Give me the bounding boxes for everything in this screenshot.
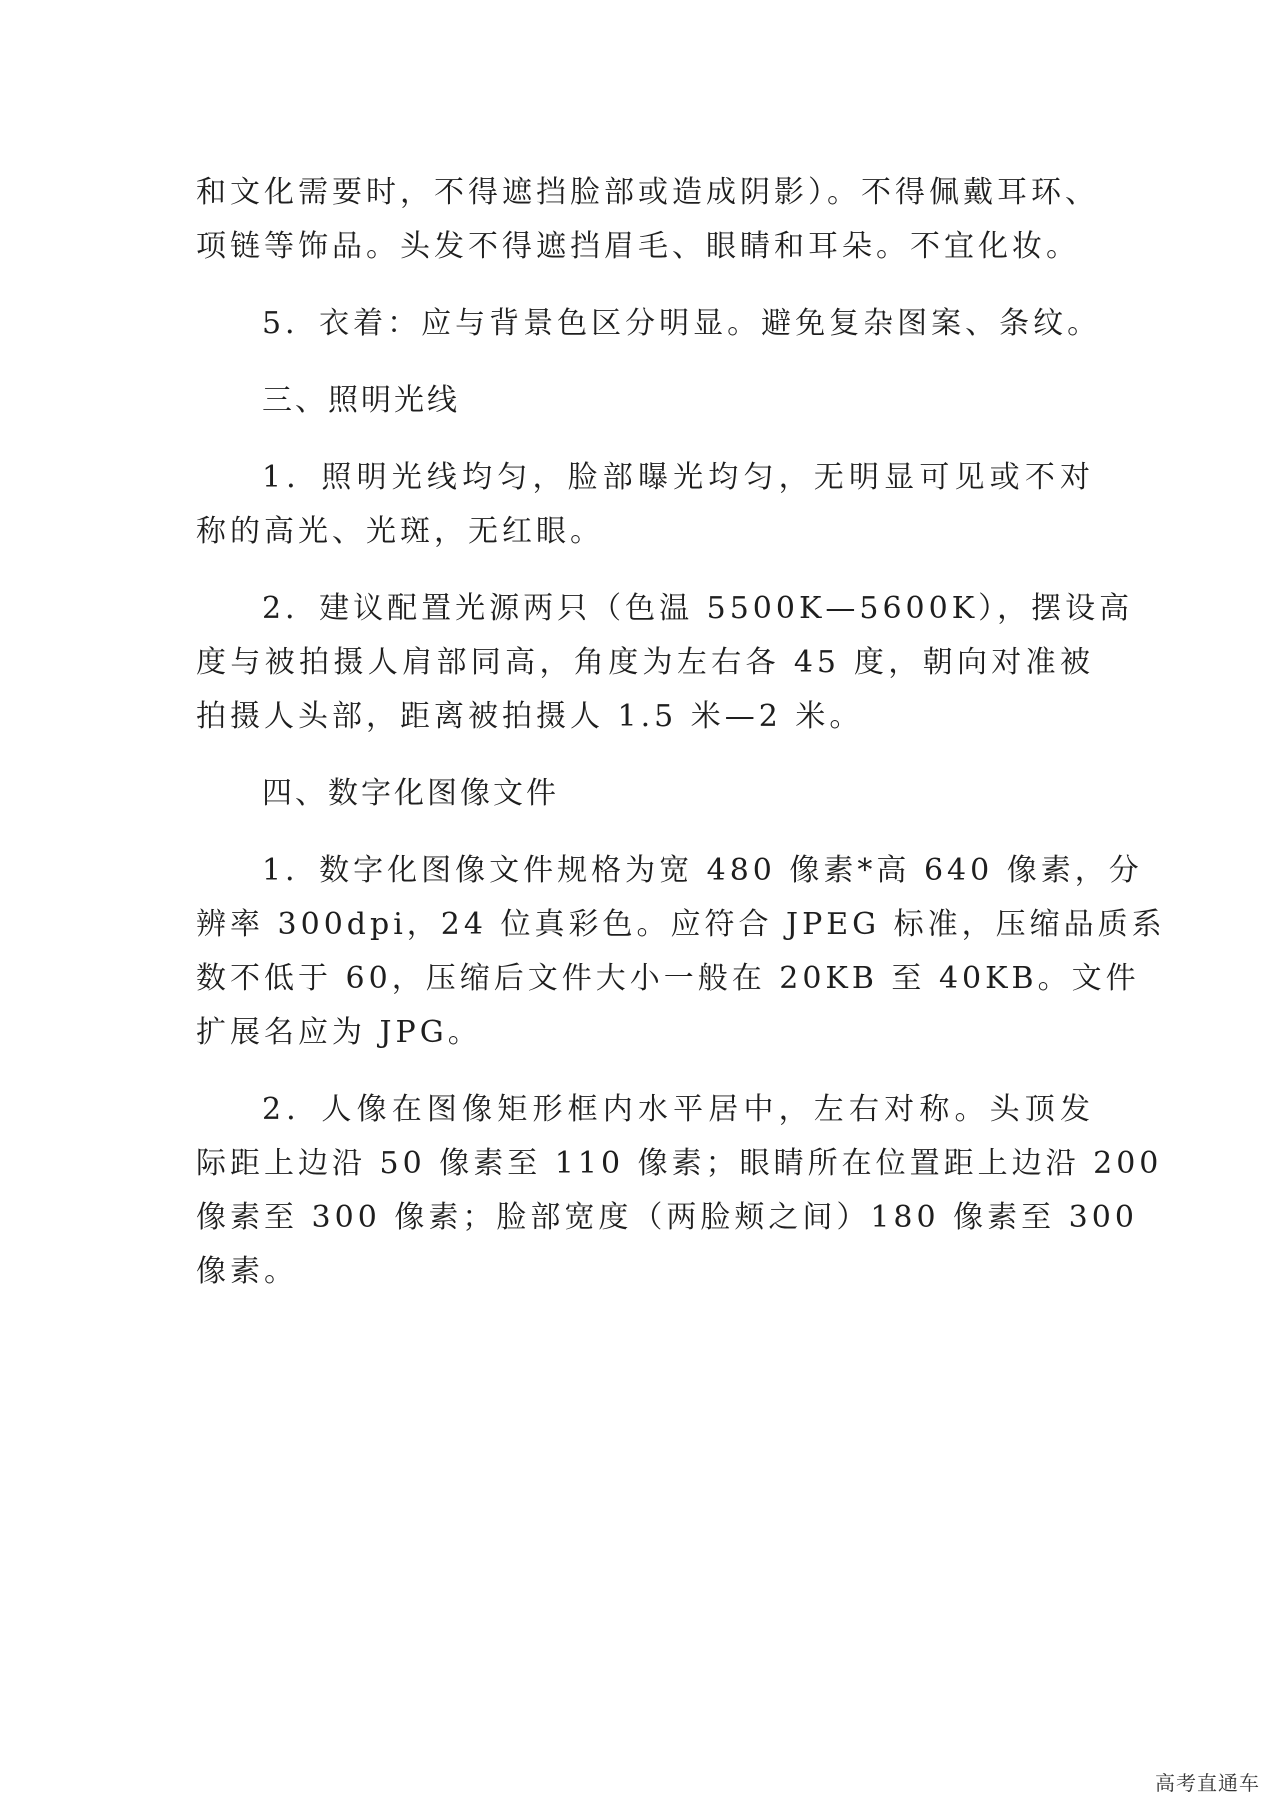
paragraph-lighting-uniform — [196, 451, 1094, 559]
paragraph-image-spec — [196, 844, 1166, 1060]
text-line: 度与被拍摄人肩部同高，角度为左右各 45 度，朝向对准被 — [196, 645, 1094, 680]
paragraph-accessories — [196, 166, 1099, 274]
text-line: 数不低于 60，压缩后文件大小一般在 20KB 至 40KB。文件 — [196, 961, 1140, 996]
document-page — [196, 166, 1166, 1299]
text-line: 辨率 300dpi，24 位真彩色。应符合 JPEG 标准，压缩品质系 — [196, 907, 1166, 942]
text-line: 拍摄人头部，距离被拍摄人 1.5 米—2 米。 — [196, 699, 864, 734]
text-line: 5．衣着：应与背景色区分明显。避免复杂图案、条纹。 — [262, 306, 1102, 341]
paragraph-clothing — [196, 297, 1102, 351]
text-line: 和文化需要时，不得遮挡脸部或造成阴影）。不得佩戴耳环、 — [196, 175, 1099, 210]
section-heading-lighting: 三、照明光线 — [262, 383, 460, 418]
text-line: 称的高光、光斑，无红眼。 — [196, 514, 604, 549]
text-line: 际距上边沿 50 像素至 110 像素；眼睛所在位置距上边沿 200 — [196, 1146, 1163, 1181]
text-line: 2．建议配置光源两只（色温 5500K—5600K），摆设高 — [262, 591, 1134, 626]
text-line: 像素至 300 像素；脸部宽度（两脸颊之间）180 像素至 300 — [196, 1200, 1138, 1235]
text-line: 项链等饰品。头发不得遮挡眉毛、眼睛和耳朵。不宜化妆。 — [196, 229, 1080, 264]
watermark: 高考直通车 — [1155, 1771, 1260, 1795]
text-line: 像素。 — [196, 1254, 298, 1289]
text-line: 扩展名应为 JPG。 — [196, 1015, 482, 1050]
section-heading-digital-image: 四、数字化图像文件 — [262, 776, 559, 811]
paragraph-portrait-position — [196, 1083, 1163, 1299]
paragraph-light-source — [196, 582, 1134, 744]
text-line: 2．人像在图像矩形框内水平居中，左右对称。头顶发 — [262, 1092, 1094, 1127]
text-line: 1．照明光线均匀，脸部曝光均匀，无明显可见或不对 — [262, 460, 1094, 495]
text-line: 1．数字化图像文件规格为宽 480 像素*高 640 像素，分 — [262, 853, 1143, 888]
